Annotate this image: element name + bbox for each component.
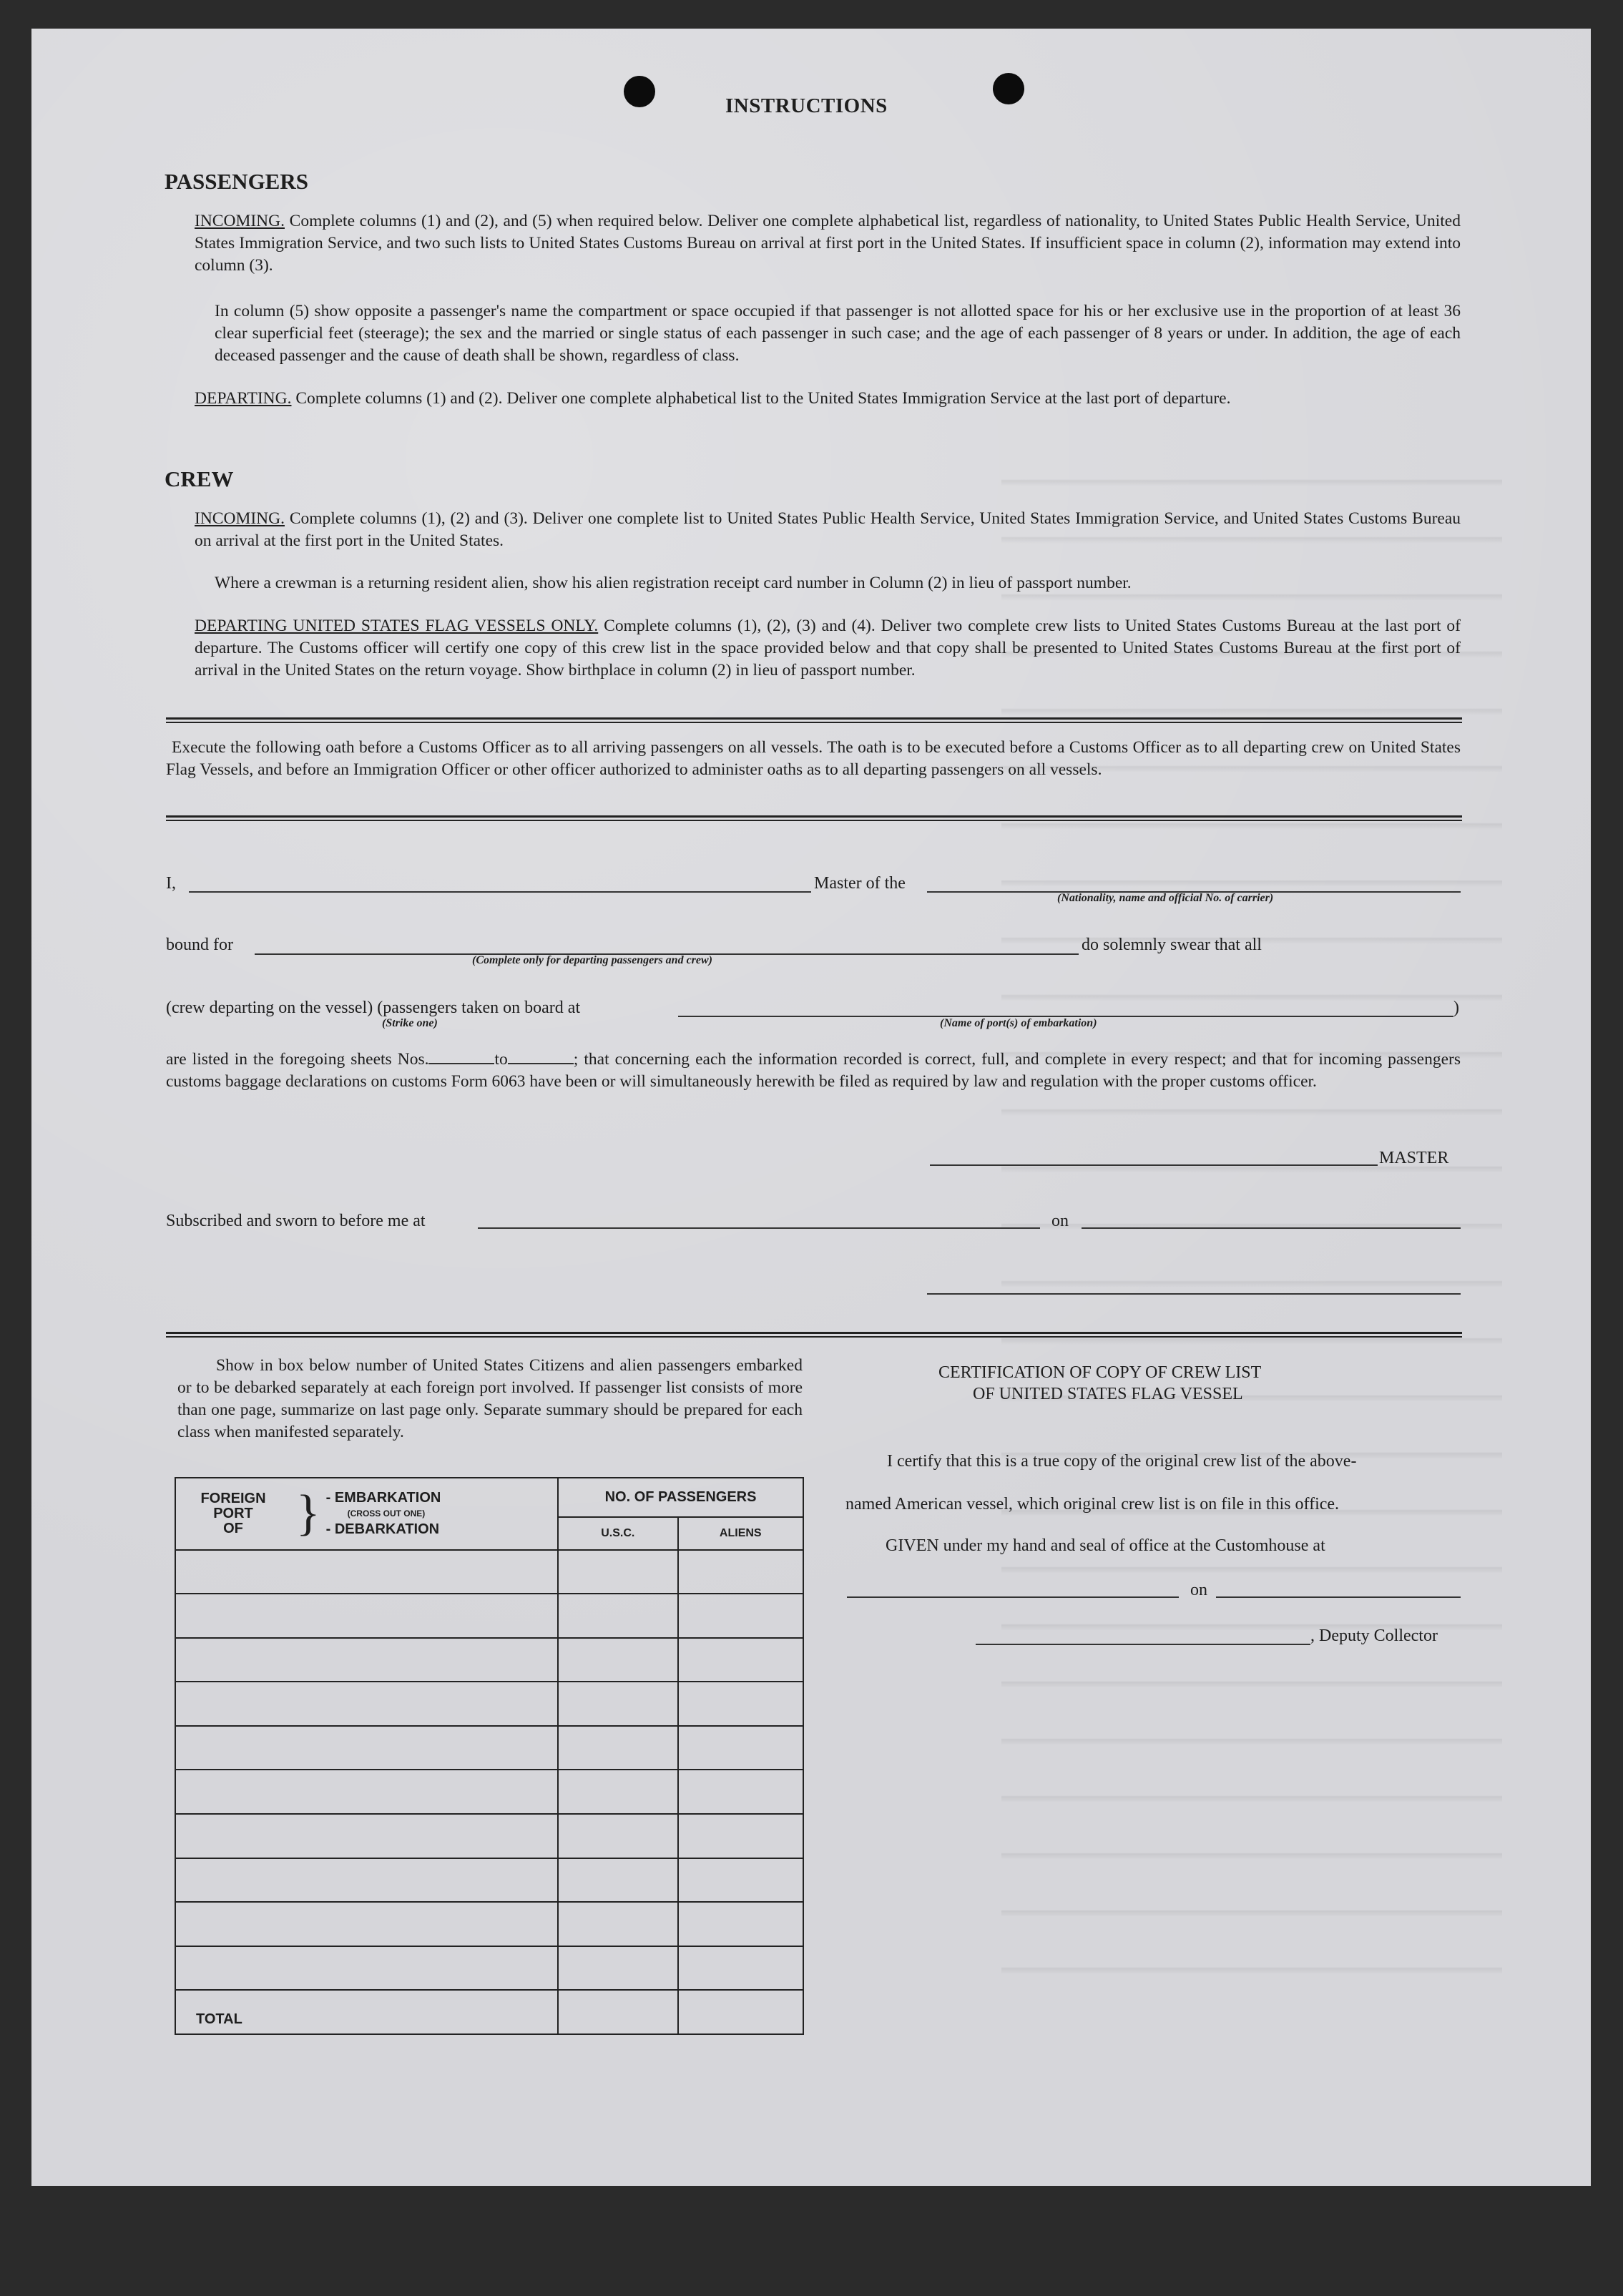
embarkation-label: - EMBARKATION (325, 1490, 441, 1506)
aliens-cell[interactable] (678, 1946, 803, 1991)
listed-text-b: ; that concerning each the information recorded is correct, full, and complete in every respect; and that for incoming passengers customs baggage declarations on customs Form 6063 have been or will simultaneously herewith be filed as required by law and regulation with the proper customs officer. (166, 1050, 1461, 1091)
listed-to: to (494, 1050, 508, 1069)
customhouse-line[interactable] (847, 1596, 1179, 1598)
certify-line-a: I certify that this is a true copy of the original crew list of the above- (887, 1452, 1357, 1471)
foreign-port-label: FOREIGN PORT OF (200, 1490, 266, 1536)
usc-cell[interactable] (558, 1726, 677, 1770)
usc-cell[interactable] (558, 1902, 677, 1946)
master-signature-line[interactable] (930, 1164, 1378, 1166)
total-label: TOTAL (175, 1990, 558, 2034)
sheet-from-line[interactable] (428, 1050, 494, 1064)
port-cell[interactable] (175, 1814, 558, 1858)
close-paren: ) (1453, 999, 1459, 1017)
sheet-to-line[interactable] (508, 1050, 574, 1064)
aliens-cell[interactable] (678, 1638, 803, 1682)
usc-cell[interactable] (558, 1814, 677, 1858)
crew-alien-paragraph: Where a crewman is a returning resident alien, show his alien registration receipt card number in Column (2) in lieu of passport number. (215, 574, 1132, 592)
master-of-label: Master of the (814, 874, 906, 893)
debarkation-label: - DEBARKATION (325, 1521, 440, 1538)
double-rule (166, 1332, 1462, 1338)
port-cell[interactable] (175, 1946, 558, 1991)
aliens-cell[interactable] (678, 1858, 803, 1903)
aliens-total-cell[interactable] (678, 1990, 803, 2034)
aliens-header: ALIENS (678, 1517, 803, 1549)
usc-cell[interactable] (558, 1550, 677, 1594)
bound-for-label: bound for (166, 936, 233, 954)
listed-paragraph (166, 1049, 1461, 1093)
port-cell[interactable] (175, 1726, 558, 1770)
certification-on-label: on (1190, 1581, 1207, 1599)
strike-one-note: (Strike one) (382, 1017, 438, 1029)
usc-total-cell[interactable] (558, 1990, 677, 2034)
crew-passengers-label: (crew departing on the vessel) (passengers taken on board at (166, 999, 581, 1017)
aliens-cell[interactable] (678, 1594, 803, 1638)
given-line: GIVEN under my hand and seal of office at the Customhouse at (886, 1536, 1325, 1555)
crew-incoming-label: INCOMING. (195, 509, 285, 528)
officer-signature-line[interactable] (927, 1293, 1461, 1295)
no-passengers-header: NO. OF PASSENGERS (558, 1478, 803, 1517)
punch-hole (624, 76, 655, 107)
crew-incoming-text: Complete columns (1), (2) and (3). Deliver one complete list to United States Public Health Service, United States Immigration Service, and United States Customs Bureau on arrival at the first port in the United States. (195, 509, 1461, 550)
usc-cell[interactable] (558, 1682, 677, 1726)
carrier-note: (Nationality, name and official No. of carrier) (1057, 892, 1274, 904)
oath-i-label: I, (166, 874, 176, 893)
bound-for-note: (Complete only for departing passengers and crew) (472, 954, 712, 966)
usc-cell[interactable] (558, 1858, 677, 1903)
punch-hole (993, 73, 1024, 104)
passengers-departing-paragraph (195, 388, 1461, 410)
usc-cell[interactable] (558, 1594, 677, 1638)
certification-title-1: CERTIFICATION OF COPY OF CREW LIST (938, 1363, 1262, 1382)
aliens-cell[interactable] (678, 1726, 803, 1770)
port-cell[interactable] (175, 1638, 558, 1682)
aliens-cell[interactable] (678, 1902, 803, 1946)
usc-cell[interactable] (558, 1638, 677, 1682)
certification-title-2: OF UNITED STATES FLAG VESSEL (973, 1385, 1243, 1403)
crew-heading: CREW (165, 466, 234, 491)
crew-departing-text: Complete columns (1), (2), (3) and (4). Deliver two complete crew lists to United States Customs Bureau at the last port of departure. The Customs officer will certify one copy of this crew list in the space provided below and that copy shall be presented to United States Customs Bureau at the first port of arrival in the United States on the return voyage. Show birthplace in column (2) in lieu of passport number. (195, 617, 1461, 680)
cross-out-one-label: (CROSS OUT ONE) (347, 1508, 426, 1519)
certify-line-b: named American vessel, which original crew list is on file in this office. (845, 1495, 1340, 1514)
crew-incoming-paragraph (195, 508, 1461, 552)
certification-date-line[interactable] (1216, 1596, 1461, 1598)
aliens-cell[interactable] (678, 1682, 803, 1726)
passengers-column5-paragraph: In column (5) show opposite a passenger's name the compartment or space occupied if that passenger is not allotted space for his or her exclusive use in the proportion of at least 36 clear superficial feet (steerage); the sex and the married or single status of each passenger in such case; and the age of each passenger of 8 years or under. In addition, the age of each deceased passenger and the cause of death shall be shown, regardless of class. (215, 302, 1461, 365)
usc-header: U.S.C. (558, 1517, 677, 1549)
usc-cell[interactable] (558, 1946, 677, 1991)
oath-intro: Execute the following oath before a Customs Officer as to all arriving passengers on all vessels. The oath is to be executed before a Customs Officer as to all departing crew on United States Flag Vessels, and before an Immigration Officer or other officer authorized to administer oaths as to all departing passengers on all vessels. (166, 738, 1461, 779)
crew-departing-label: DEPARTING UNITED STATES FLAG VESSELS ONLY. (195, 617, 599, 635)
master-label: MASTER (1379, 1149, 1449, 1167)
passengers-departing-text: Complete columns (1) and (2). Deliver one complete alphabetical list to the United States Immigration Service at the last port of departure. (295, 389, 1231, 408)
port-cell[interactable] (175, 1902, 558, 1946)
port-cell[interactable] (175, 1858, 558, 1903)
aliens-cell[interactable] (678, 1550, 803, 1594)
aliens-cell[interactable] (678, 1814, 803, 1858)
master-name-line[interactable] (189, 891, 811, 893)
summary-instructions: Show in box below number of United States Citizens and alien passengers embarked or to be debarked separately at each foreign port involved. If passenger list consists of more than one page, summarize on last page only. Separate summary should be prepared for each class when manifested separately. (177, 1356, 803, 1441)
double-rule (166, 815, 1462, 821)
aliens-cell[interactable] (678, 1770, 803, 1814)
crew-departing-paragraph (195, 615, 1461, 682)
swear-label: do solemnly swear that all (1082, 936, 1262, 954)
subscribed-on-label: on (1051, 1212, 1069, 1230)
port-note: (Name of port(s) of embarkation) (940, 1017, 1097, 1029)
page-title: INSTRUCTIONS (725, 94, 888, 117)
double-rule (166, 717, 1462, 723)
subscribed-place-line[interactable] (478, 1227, 1040, 1229)
subscribed-label: Subscribed and sworn to before me at (166, 1212, 426, 1230)
passengers-heading: PASSENGERS (165, 169, 308, 194)
port-cell[interactable] (175, 1550, 558, 1594)
port-cell[interactable] (175, 1682, 558, 1726)
deputy-signature-line[interactable] (976, 1644, 1310, 1645)
brace: } (296, 1486, 320, 1541)
passengers-incoming-text: Complete columns (1) and (2), and (5) when required below. Deliver one complete alphabetical list, regardless of nationality, to United States Public Health Service, United States Immigration Service, and two such lists to United States Customs Bureau on arrival at first port in the United States. If insufficient space in column (2), information may extend into column (3). (195, 212, 1461, 275)
passengers-incoming-label: INCOMING. (195, 212, 285, 230)
subscribed-date-line[interactable] (1082, 1227, 1461, 1229)
passenger-summary-table (175, 1477, 804, 2035)
passengers-incoming-paragraph (195, 210, 1461, 277)
passengers-departing-label: DEPARTING. (195, 389, 292, 408)
port-cell[interactable] (175, 1594, 558, 1638)
deputy-collector-label: , Deputy Collector (1310, 1627, 1438, 1645)
listed-text-a: are listed in the foregoing sheets Nos. (166, 1050, 429, 1069)
foreign-port-header (175, 1478, 558, 1550)
port-cell[interactable] (175, 1770, 558, 1814)
usc-cell[interactable] (558, 1770, 677, 1814)
